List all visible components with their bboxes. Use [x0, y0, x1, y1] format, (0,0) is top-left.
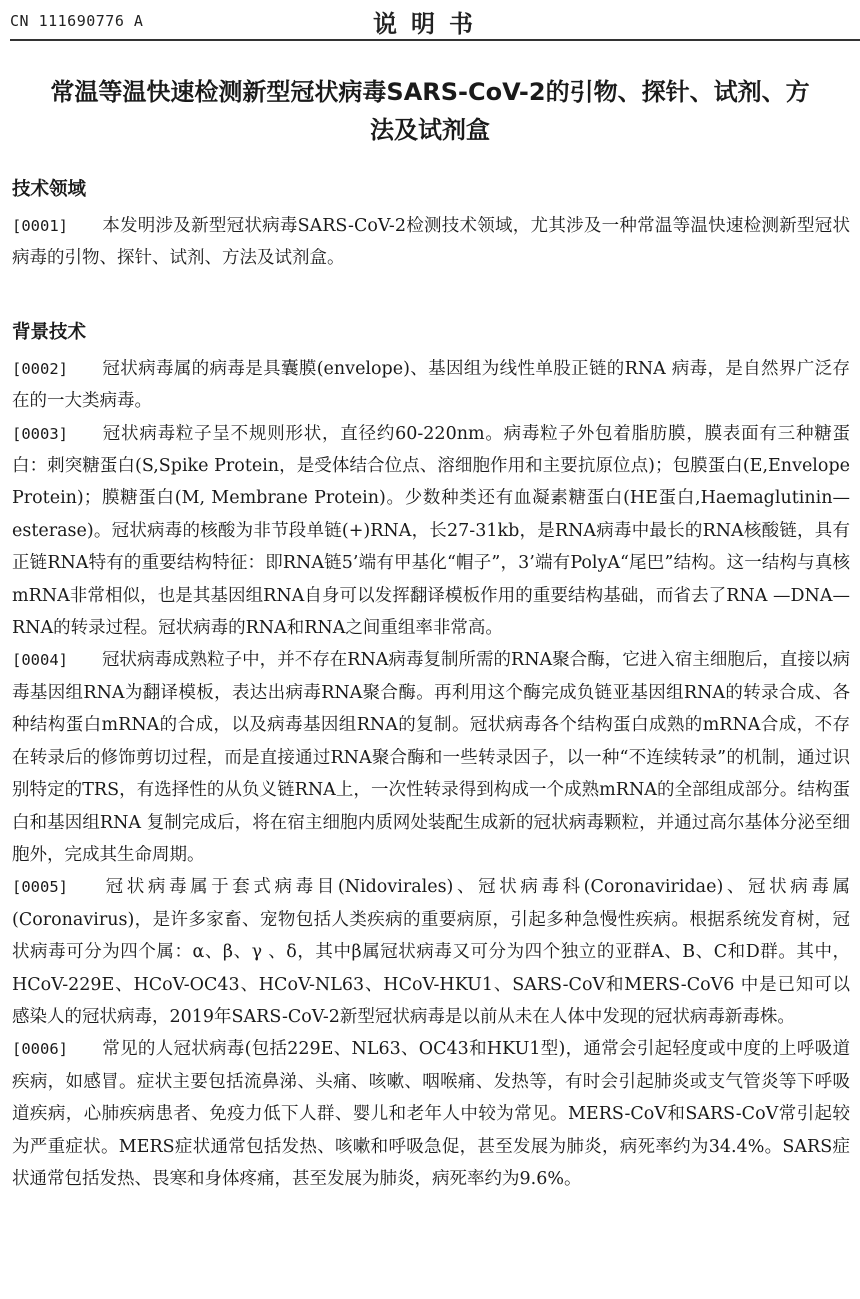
paragraph [12, 644, 850, 871]
page-header [0, 0, 860, 40]
paragraph [12, 353, 850, 418]
paragraph-text: 本发明涉及新型冠状病毒SARS-CoV-2检测技术领域，尤其涉及一种常温等温快速检测新型冠状病毒的引物、探针、试剂、方法及试剂盒。 [12, 216, 850, 269]
paragraph-text: 冠状病毒属于套式病毒目(Nidovirales)、冠状病毒科(Coronaviridae)、冠状病毒属(Coronavirus)，是许多家畜、宠物包括人类疾病的重要病原，引起多种急慢性疾病。根据系统发育树，冠状病毒可分为四个属：α、β、γ 、δ，其中β属冠状病毒又可分为四个独立的亚群A、B、C和D群。其中， HCoV-229E、HCoV-OC43、HCoV-NL63、HCoV-HKU1、SARS-CoV和MERS-CoV6 中是已知可以感染人的冠状病毒，2019年SARS-CoV-2新型冠状病毒是以前从未在人体中发现的冠状病毒新毒株。 [12, 877, 850, 1027]
section-heading-background: 背景技术 [12, 321, 87, 343]
header-divider [10, 39, 860, 41]
document-body [12, 170, 850, 1195]
publication-number: CN 111690776 A [10, 12, 144, 30]
paragraph-number: [0004] [12, 651, 68, 670]
paragraph-text: 冠状病毒成熟粒子中，并不存在RNA病毒复制所需的RNA聚合酶，它进入宿主细胞后，直接以病毒基因组RNA为翻译模板，表达出病毒RNA聚合酶。再利用这个酶完成负链亚基因组RNA的转录合成、各种结构蛋白mRNA的合成，以及病毒基因组RNA的复制。冠状病毒各个结构蛋白成熟的mRNA合成，不存在转录后的修饰剪切过程，而是直接通过RNA聚合酶和一些转录因子，以一种“不连续转录”的机制，通过识别特定的TRS，有选择性的从负义链RNA上，一次性转录得到构成一个成熟mRNA的全部组成部分。结构蛋白和基因组RNA 复制完成后，将在宿主细胞内质网处装配生成新的冠状病毒颗粒，并通过高尔基体分泌至细胞外，完成其生命周期。 [12, 650, 850, 865]
paragraph-number: [0001] [12, 217, 68, 235]
paragraph [12, 871, 850, 1033]
paragraph [12, 418, 850, 645]
document-type-label: 说明书 [373, 10, 487, 38]
paragraph-text: 常见的人冠状病毒(包括229E、NL63、OC43和HKU1型)，通常会引起轻度或中度的上呼吸道疾病，如感冒。症状主要包括流鼻涕、头痛、咳嗽、咽喉痛、发热等，有时会引起肺炎或支气管炎等下呼吸道疾病，心肺疾病患者、免疫力低下人群、婴儿和老年人中较为常见。MERS-CoV和SARS-CoV常引起较为严重症状。MERS症状通常包括发热、咳嗽和呼吸急促，甚至发展为肺炎，病死率约为34.4%。SARS症状通常包括发热、畏寒和身体疼痛，甚至发展为肺炎，病死率约为9.6%。 [12, 1039, 850, 1189]
paragraph-number: [0006] [12, 1040, 68, 1059]
paragraph [12, 1033, 850, 1195]
section-heading-tech-field: 技术领域 [12, 179, 87, 200]
paragraph-number: [0002] [12, 359, 68, 378]
document-title: 常温等温快速检测新型冠状病毒SARS-CoV-2的引物、探针、试剂、方法及试剂盒 [50, 78, 810, 144]
paragraph [12, 210, 850, 275]
paragraph-text: 冠状病毒粒子呈不规则形状，直径约60-220nm。病毒粒子外包着脂肪膜，膜表面有三种糖蛋白：刺突糖蛋白(S,Spike Protein，是受体结合位点、溶细胞作用和主要抗原位点)；包膜蛋白(E,Envelope Protein)；膜糖蛋白(M, Membrane Protein)。少数种类还有血凝素糖蛋白(HE蛋白,Haemaglutinin— esterase)。冠状病毒的核酸为非节段单链(+)RNA，长27-31kb，是RNA病毒中最长的RNA核酸链，具有正链RNA特有的重要结构特征：即RNA链5’端有甲基化“帽子”，3’端有PolyA“尾巴”结构。这一结构与真核mRNA非常相似，也是其基因组RNA自身可以发挥翻译模板作用的重要结构基础，而省去了RNA —DNA—RNA的转录过程。冠状病毒的RNA和RNA之间重组率非常高。 [12, 423, 850, 639]
paragraph-number: [0005] [12, 878, 68, 897]
paragraph-text: 冠状病毒属的病毒是具囊膜(envelope)、基因组为线性单股正链的RNA 病毒，是自然界广泛存在的一大类病毒。 [12, 358, 850, 412]
paragraph-number: [0003] [12, 424, 68, 443]
